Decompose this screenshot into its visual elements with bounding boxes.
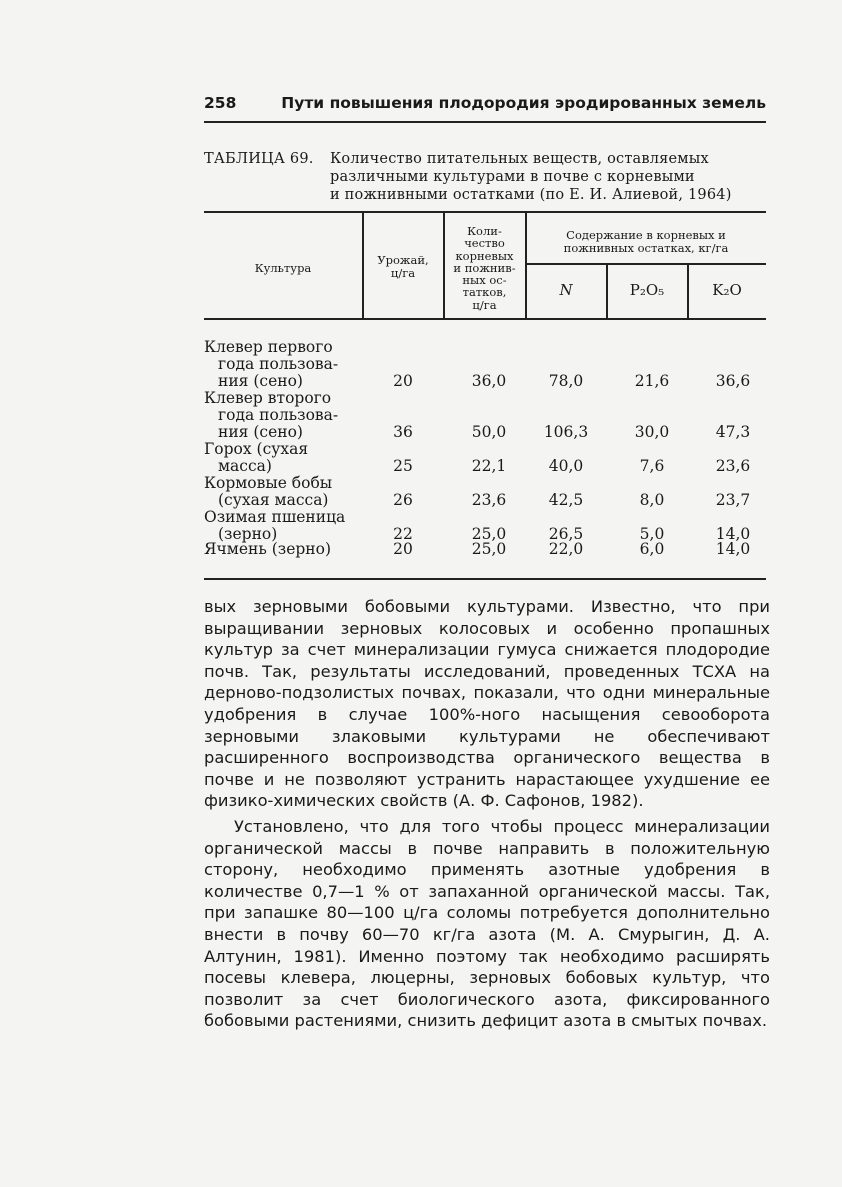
culture-line: Клевер второго: [204, 389, 332, 407]
header-yield-line: Урожай,: [377, 253, 429, 267]
header-content: [526, 229, 766, 254]
cell-residues: 22,1: [471, 457, 507, 475]
cell-n: 26,5: [548, 525, 584, 543]
culture-line: (зерно): [218, 525, 278, 543]
header-residues-line: чество: [464, 236, 505, 251]
caption-line-2: различными культурами в почве с корневыми: [330, 169, 695, 185]
cell-n: 106,3: [543, 423, 589, 441]
header-residues-line: ных ос-: [462, 273, 507, 288]
culture-line: Горох (сухая: [204, 440, 309, 458]
table-row-culture: [204, 509, 364, 543]
cell-p: 5,0: [639, 525, 665, 543]
table-row-culture: [204, 390, 364, 441]
header-residues-line: корневых: [455, 248, 514, 263]
cell-residues: 36,0: [471, 372, 507, 390]
cell-yield: 36: [393, 423, 413, 441]
cell-k: 14,0: [715, 540, 751, 558]
page-number: 258: [204, 94, 237, 112]
header-residues-line: ц/га: [472, 297, 497, 312]
culture-line: ния (сено): [218, 372, 303, 390]
header-content-line: пожнивных остатках, кг/га: [563, 240, 729, 255]
header-culture: Культура: [254, 261, 312, 275]
cell-yield: 26: [393, 491, 413, 509]
culture-line: года пользова-: [218, 406, 339, 424]
cell-yield: 20: [393, 540, 413, 558]
cell-n: 22,0: [548, 540, 584, 558]
culture-line: (сухая масса): [218, 491, 329, 509]
table-row-culture: [204, 441, 364, 475]
body-text: [204, 596, 770, 1032]
paragraph: Установлено, что для того чтобы процесс минерализации органической массы в почве направить в положительную сторону, необходимо применять азотные удобрения в количестве 0,7—1 % от запаханной органической массы. Так, при запашке 80—100 ц/га соломы потребуется дополнительно внести в почву 60—70 кг/га азота (М. А. Смурыгин, Д. А. Алтунин, 1981). Именно поэтому так необходимо расширять посевы клевера, люцерны, зерновых бобовых культур, что позволит за счет биологического азота, фиксированного бобовыми растениями, снизить дефицит азота в смытых почвах.: [204, 816, 770, 1031]
cell-residues: 25,0: [471, 525, 507, 543]
header-n: N: [559, 281, 573, 299]
table-label: ТАБЛИЦА 69.: [204, 151, 314, 167]
cell-p: 6,0: [639, 540, 665, 558]
header-residues-line: Коли-: [467, 224, 502, 238]
culture-line: Кормовые бобы: [204, 474, 333, 492]
cell-n: 40,0: [548, 457, 584, 475]
culture-line: года пользова-: [218, 355, 339, 373]
culture-line: Клевер первого: [204, 338, 333, 356]
cell-p: 30,0: [634, 423, 670, 441]
cell-residues: 50,0: [471, 423, 507, 441]
cell-p: 8,0: [639, 491, 665, 509]
cell-n: 78,0: [548, 372, 584, 390]
culture-line: масса): [218, 457, 272, 475]
running-title: Пути повышения плодородия эродированных земель: [281, 94, 766, 112]
cell-n: 42,5: [548, 491, 584, 509]
cell-k: 47,3: [715, 423, 751, 441]
table-row-culture: [204, 339, 364, 390]
cell-yield: 25: [393, 457, 413, 475]
header-p2o5: P₂O₅: [629, 281, 665, 299]
culture-line: Озимая пшеница: [204, 508, 346, 526]
header-content-line: Содержание в корневых и: [566, 228, 726, 242]
cell-p: 7,6: [639, 457, 665, 475]
cell-k: 23,6: [715, 457, 751, 475]
header-k2o: K₂O: [712, 281, 742, 299]
header-residues-line: и пожнив-: [453, 260, 516, 275]
culture-line: Ячмень (зерно): [204, 540, 331, 558]
cell-residues: 23,6: [471, 491, 507, 509]
table-top-rule: [204, 211, 766, 213]
caption-line-3: и пожнивными остатками (по Е. И. Алиевой, 1964): [330, 187, 732, 203]
paragraph: вых зерновыми бобовыми культурами. Известно, что при выращивании зерновых колосовых и особенно пропашных культур за счет минерализации гумуса снижается плодородие почв. Так, результаты исследований, проведенных ТСХА на дерново-подзолистых почвах, показали, что одни минеральные удобрения в случае 100%-ного насыщения севооборота зерновыми злаковыми культурами не обеспечивают расширенного воспроизводства органического вещества в почве и не позволяют устранить нарастающее ухудшение ее физико-химических свойств (А. Ф. Сафонов, 1982).: [204, 597, 770, 811]
cell-p: 21,6: [634, 372, 670, 390]
header-residues: [444, 225, 525, 311]
table-row-culture: [204, 475, 364, 509]
cell-residues: 25,0: [471, 540, 507, 558]
cell-k: 14,0: [715, 525, 751, 543]
cell-yield: 20: [393, 372, 413, 390]
running-header: [204, 94, 766, 118]
table-row-culture: [204, 541, 364, 558]
table-bottom-rule: [204, 578, 766, 580]
header-residues-line: татков,: [462, 285, 507, 300]
table-header-rule: [204, 318, 766, 320]
header-rule: [204, 121, 766, 123]
culture-line: ния (сено): [218, 423, 303, 441]
cell-yield: 22: [393, 525, 413, 543]
cell-k: 23,7: [715, 491, 751, 509]
subheader-rule: [525, 263, 766, 265]
header-yield-line: ц/га: [390, 265, 416, 280]
header-yield: [363, 254, 443, 279]
caption-line-1: Количество питательных веществ, оставляемых: [330, 151, 709, 167]
cell-k: 36,6: [715, 372, 751, 390]
